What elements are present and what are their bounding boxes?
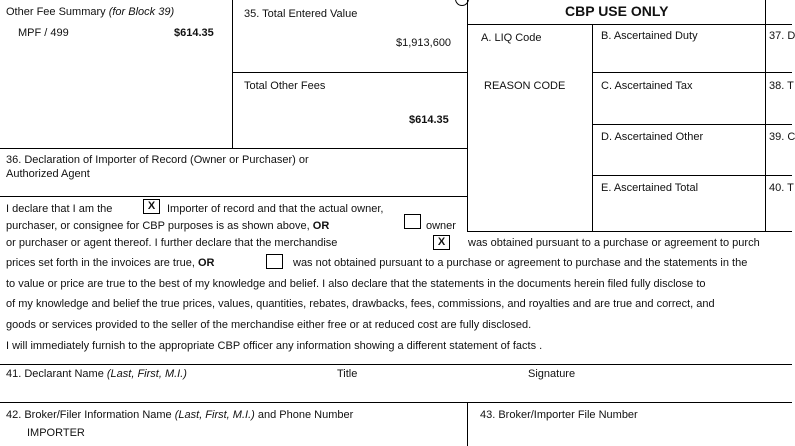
divider-h-cbp-header [467, 24, 792, 25]
block-39-label: 39. C [769, 131, 795, 143]
ascertained-tax-label: C. Ascertained Tax [601, 80, 693, 92]
ascertained-other-label: D. Ascertained Other [601, 131, 704, 143]
divider-h-fee [232, 72, 467, 73]
liq-code-label: A. LIQ Code [481, 32, 542, 44]
divider-v-fee [232, 0, 233, 148]
divider-v-cbp-left [467, 0, 468, 232]
divider-v-cbp-mid [592, 24, 593, 232]
declaration-line2a: purchaser, or consignee for CBP purposes is as shown above, OR [6, 220, 330, 232]
divider-h-block42 [0, 402, 792, 403]
ascertained-total-label: E. Ascertained Total [601, 182, 699, 194]
total-entered-value-label: 35. Total Entered Value [244, 8, 358, 20]
block-37-label: 37. D [769, 30, 795, 42]
declaration-line6: of my knowledge and belief the true prices, values, quantities, rebates, drawbacks, fees, commissions, and royalties and are true and correct, and [6, 298, 715, 310]
cbp-use-only-header: CBP USE ONLY [565, 3, 669, 19]
declaration-line3b: was obtained pursuant to a purchase or agreement to purch [468, 237, 760, 249]
declaration-line1b: Importer of record and that the actual owner, [167, 203, 384, 215]
declaration-owner-label: owner [426, 220, 456, 232]
divider-h-cbp-row3 [592, 175, 792, 176]
declaration-line4b: was not obtained pursuant to a purchase or agreement to purchase and the statements in the [293, 257, 748, 269]
block-36-label-line2: Authorized Agent [6, 168, 90, 180]
block-36-label-line1: 36. Declaration of Importer of Record (Owner or Purchaser) or [6, 154, 309, 166]
importer-of-record-checkbox[interactable]: X [143, 199, 160, 214]
broker-filer-info-label: 42. Broker/Filer Information Name (Last, First, M.I.) and Phone Number [6, 409, 354, 421]
signature-label: Signature [528, 368, 576, 380]
declarant-name-label: 41. Declarant Name (Last, First, M.I.) [6, 368, 187, 380]
block-38-label: 38. T [769, 80, 794, 92]
divider-v-block43 [467, 402, 468, 446]
divider-h-block36 [0, 148, 467, 149]
divider-h-declaration [0, 196, 467, 197]
broker-filer-name-value: IMPORTER [27, 427, 85, 439]
owner-checkbox[interactable] [404, 214, 421, 229]
block-40-label: 40. T [769, 182, 794, 194]
declaration-line8: I will immediately furnish to the appropriate CBP officer any information showing a different statement of facts . [6, 340, 543, 352]
divider-v-cbp-right [765, 0, 766, 232]
divider-h-cbp-row2 [592, 124, 792, 125]
reason-code-label: REASON CODE [484, 80, 566, 92]
declaration-line1a: I declare that I am the [6, 203, 113, 215]
mpf-value: $614.35 [174, 27, 214, 39]
total-entered-value: $1,913,600 [396, 37, 452, 49]
title-label: Title [337, 368, 358, 380]
ascertained-duty-label: B. Ascertained Duty [601, 30, 698, 42]
declaration-line5: to value or price are true to the best of my knowledge and belief. I also declare that the statements in the documents herein filed fully disclose to [6, 278, 706, 290]
purchase-obtained-checkbox[interactable]: X [433, 235, 450, 250]
divider-h-cbp-row1 [592, 72, 792, 73]
declaration-line3a: or purchaser or agent thereof. I further declare that the merchandise [6, 237, 338, 249]
total-other-fees-label: Total Other Fees [244, 80, 326, 92]
declaration-or-1: OR [312, 220, 330, 232]
declaration-line7: goods or services provided to the seller of the merchandise either free or at reduced cost are fully disclosed. [6, 319, 532, 331]
total-other-fees-value: $614.35 [409, 114, 449, 126]
not-purchase-checkbox[interactable] [266, 254, 283, 269]
divider-h-cbp-bottom [467, 231, 792, 232]
declaration-line4a: prices set forth in the invoices are true, OR [6, 257, 215, 269]
mpf-label: MPF / 499 [18, 27, 69, 39]
fee-summary-label: Other Fee Summary (for Block 39) [6, 6, 175, 18]
divider-h-block41 [0, 364, 792, 365]
declaration-or-2: OR [198, 257, 215, 269]
broker-importer-file-number-label: 43. Broker/Importer File Number [480, 409, 638, 421]
